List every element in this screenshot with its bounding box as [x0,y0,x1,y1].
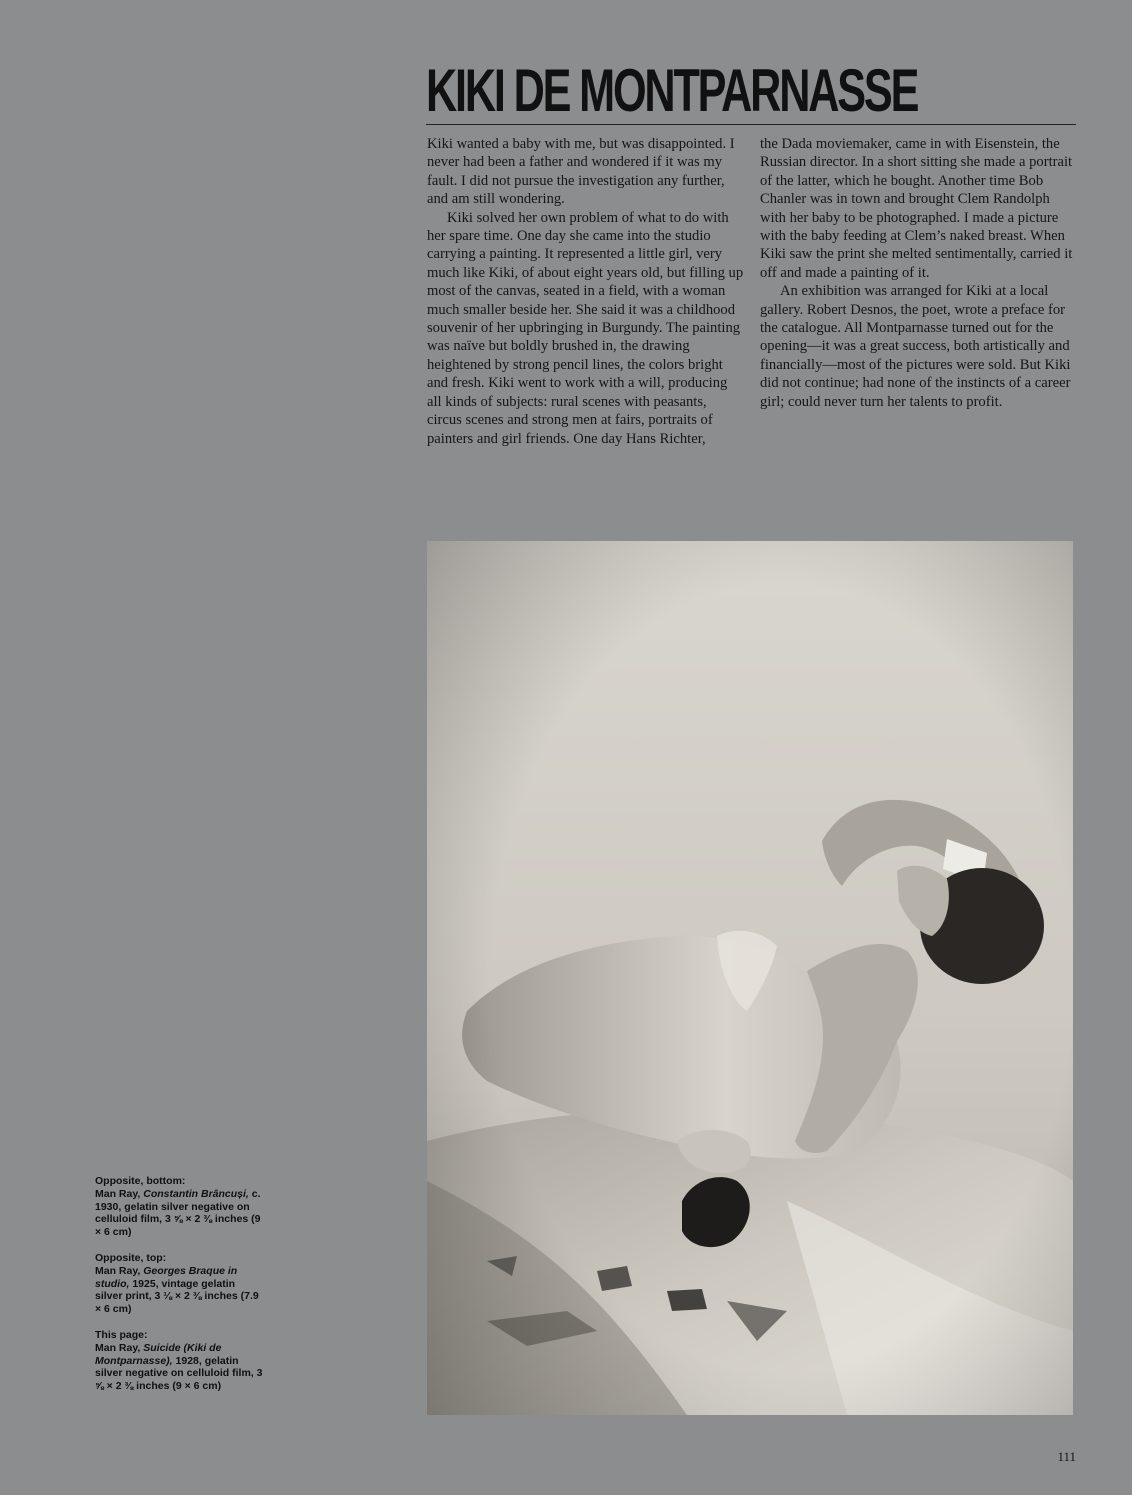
page-number: 111 [1057,1449,1076,1464]
caption-label: Opposite, top: [95,1251,167,1264]
caption-opposite-bottom [95,1175,265,1239]
caption-label: This page: [95,1328,148,1341]
article-title: KIKI DE MONTPARNASSE [426,57,918,124]
caption-artist: Man Ray, Constantin Brâncuși, c. 1930, gelatin silver negative on celluloid film, 3 ⅝ × 2 ⅜ inches (9 × 6 cm) [95,1187,261,1239]
caption-this-page [95,1329,265,1393]
caption-label: Opposite, bottom: [95,1175,186,1187]
caption-opposite-top [95,1252,265,1316]
text-column-right [760,135,1078,411]
paragraph: An exhibition was arranged for Kiki at a local gallery. Robert Desnos, the poet, wrote a preface for the catalogue. All Montparnasse turned out for the opening—it was a great success, both artistically and financially—most of the pictures were sold. But Kiki did not continue; had none of the instincts of a career girl; could never turn her talents to profit. [760,283,1071,410]
text-column-left [427,135,745,448]
paragraph: the Dada moviemaker, came in with Eisenstein, the Russian director. In a short sitting she made a portrait of the latter, which he bought. Another time Bob Chanler was in town and brought Clem Randolph with her baby to be photographed. I made a picture with the baby feeding at Clem’s naked breast. When Kiki saw the print she melted sentimentally, carried it off and made a painting of it. [760,136,1073,281]
caption-artist: Man Ray, Georges Braque in studio, 1925, vintage gelatin silver print, 3 ⅛ × 2 ⅜ inches (7.9 × 6 cm) [95,1264,259,1316]
photo-captions [95,1175,265,1406]
paragraph: Kiki wanted a baby with me, but was disappointed. I never had been a father and wondered if it was my fault. I did not pursue the investigation any further, and am still wondering. [427,136,735,208]
photograph-kiki-reclining [427,541,1073,1415]
title-rule [426,124,1076,125]
paragraph: Kiki solved her own problem of what to do with her spare time. One day she came into the studio carrying a painting. It represented a little girl, very much like Kiki, of about eight years old, but filling up most of the canvas, seated in a field, with a woman much smaller beside her. She said it was a childhood souvenir of her upbringing in Burgundy. The painting was naïve but boldly brushed in, the drawing heightened by strong pencil lines, the colors bright and fresh. Kiki went to work with a will, producing all kinds of subjects: rural scenes with peasants, circus scenes and strong men at fairs, portraits of painters and girl friends. One day Hans Richter, [427,209,744,447]
caption-artist: Man Ray, Suicide (Kiki de Montparnasse), 1928, gelatin silver negative on celluloid film, 3 ⅝ × 2 ⅜ inches (9 × 6 cm) [95,1341,263,1393]
